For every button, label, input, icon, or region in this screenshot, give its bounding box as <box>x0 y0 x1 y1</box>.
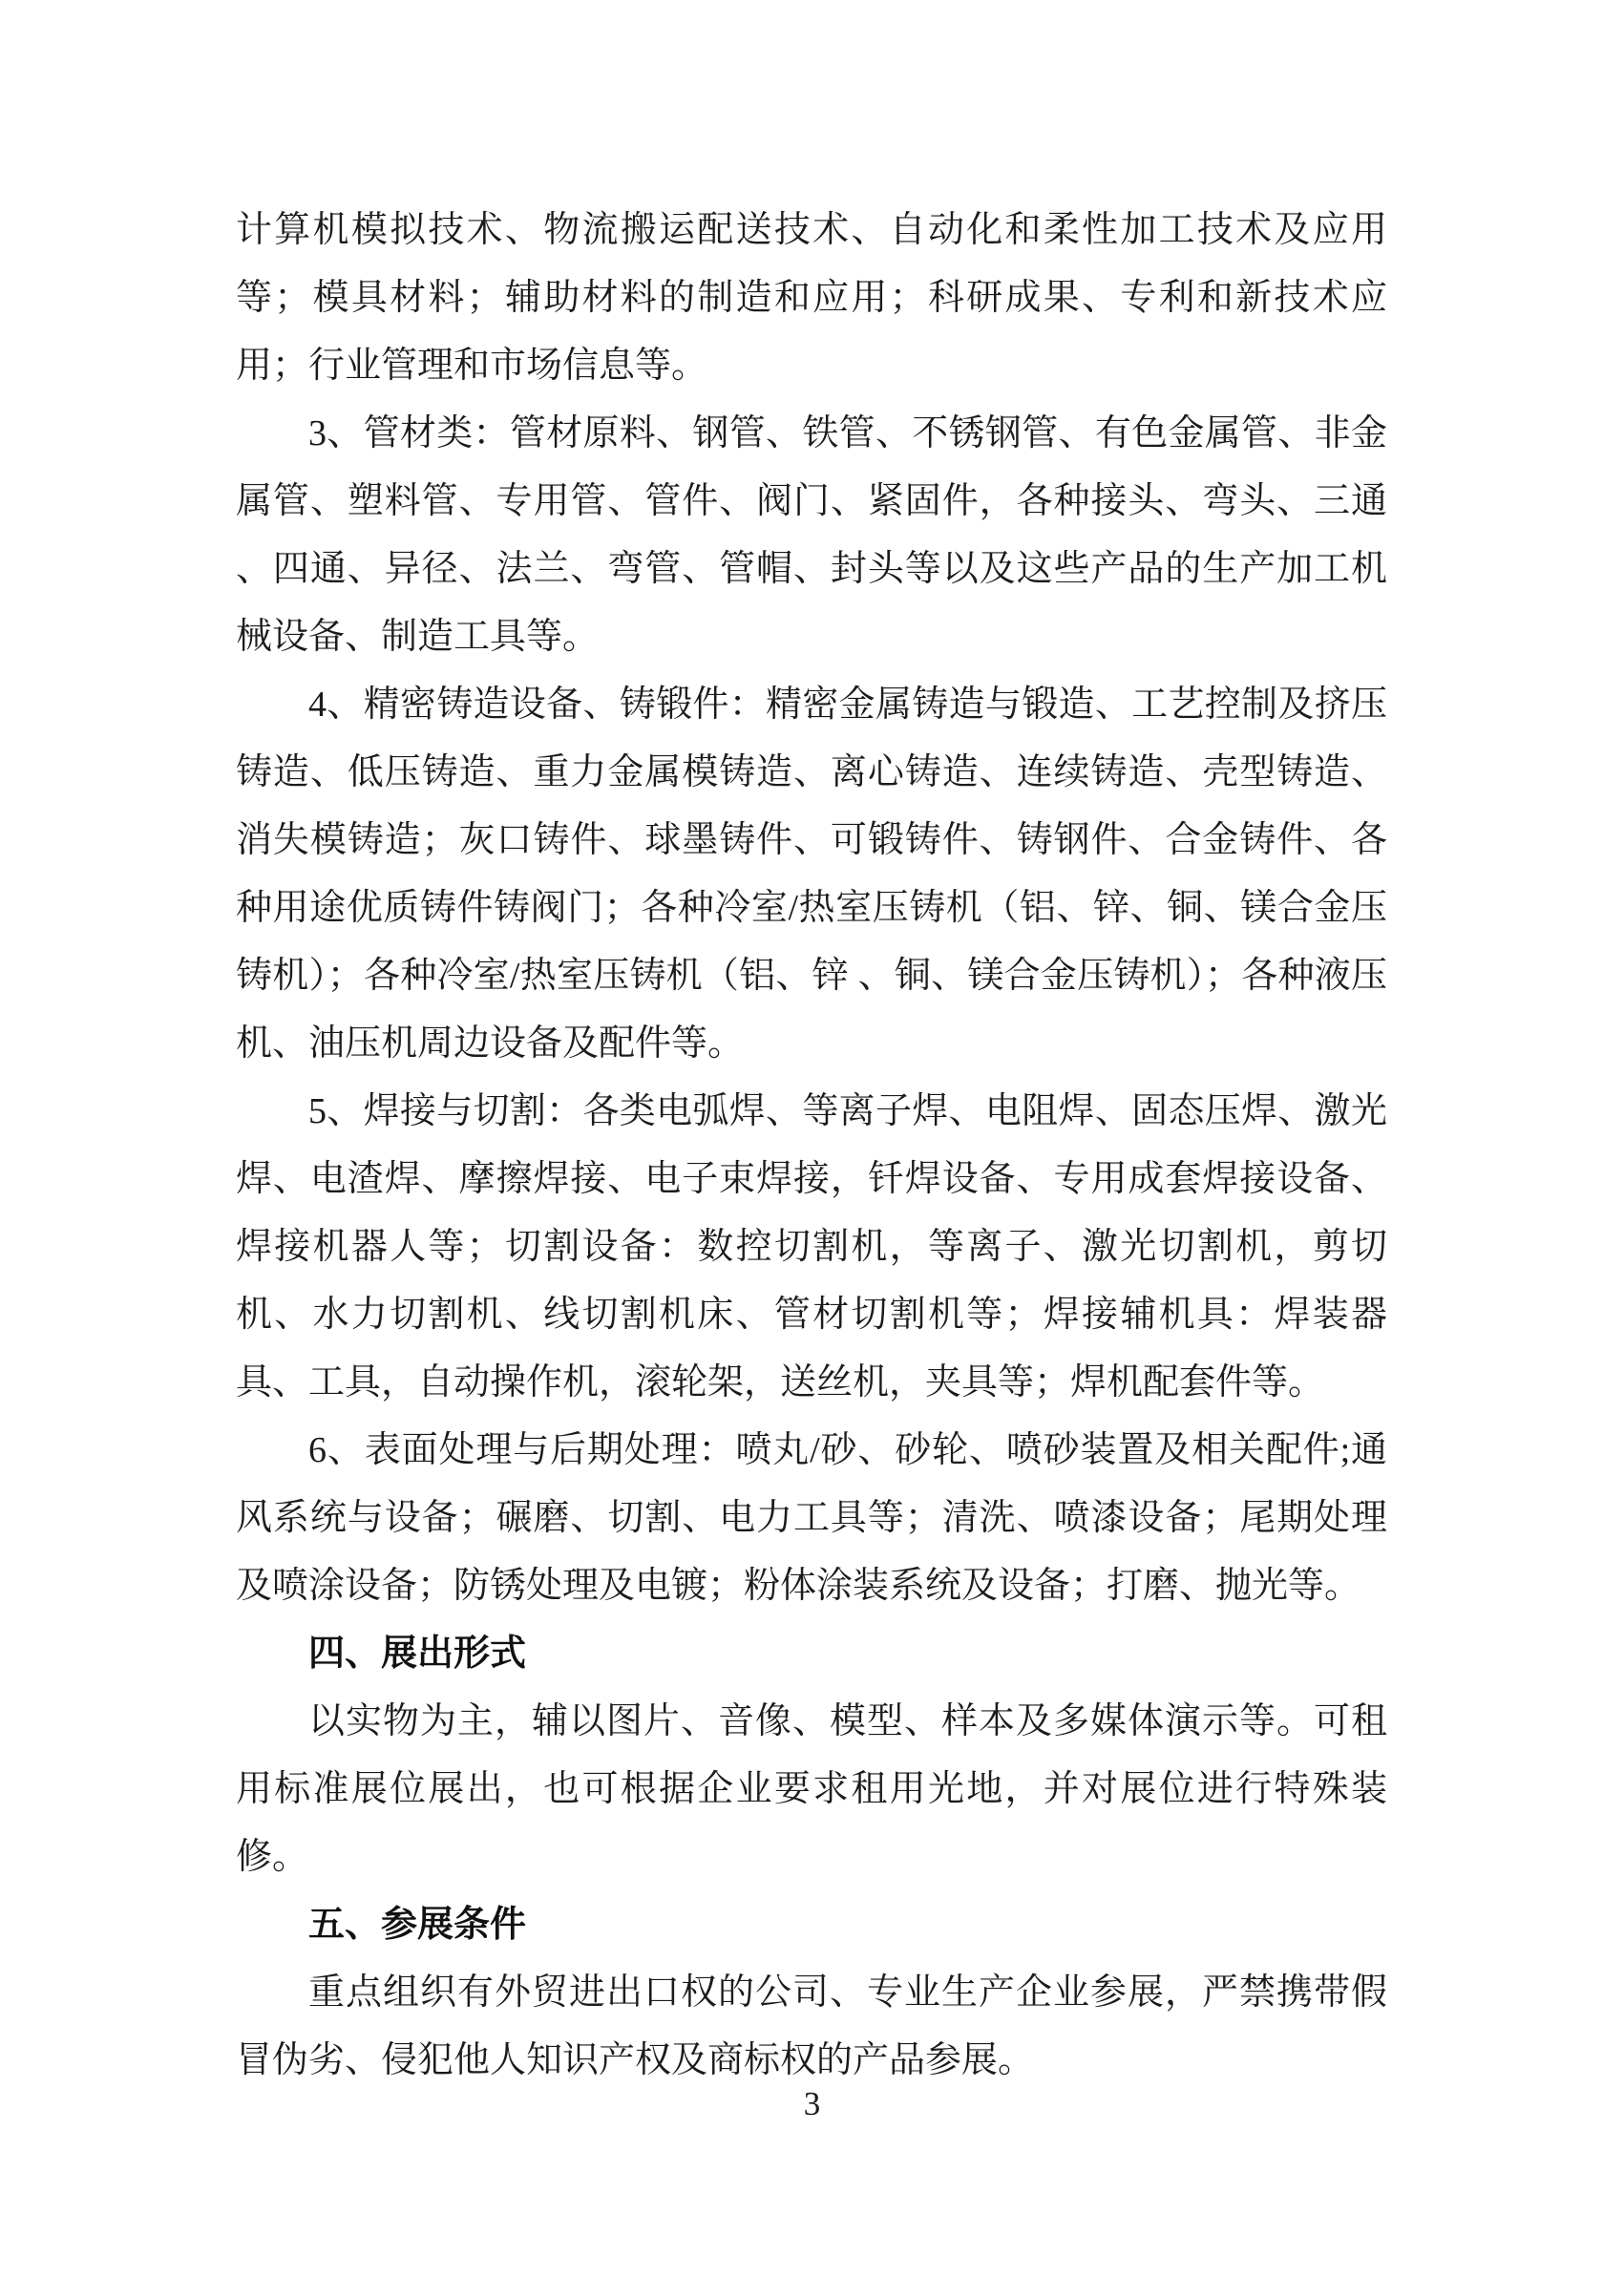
section-heading: 四、展出形式 <box>308 1634 527 1674</box>
paragraph: 5、焊接与切割：各类电弧焊、等离子焊、电阻焊、固态压焊、激光焊、电渣焊、摩擦焊接、电子束焊接，钎焊设备、专用成套焊接设备、焊接机器人等；切割设备：数控切割机，等离子、激光切割机，剪切机、水力切割机、线切割机床、管材切割机等；焊接辅机具：焊装器具、工具，自动操作机，滚轮架，送丝机，夹具等；焊机配套件等。 <box>236 1091 1387 1403</box>
page-body <box>236 197 1387 2095</box>
paragraph: 重点组织有外贸进出口权的公司、专业生产企业参展，严禁携带假冒伪劣、侵犯他人知识产权及商标权的产品参展。 <box>236 1972 1387 2080</box>
section-heading: 五、参展条件 <box>308 1905 527 1945</box>
page-number: 3 <box>803 2085 821 2122</box>
paragraph: 以实物为主，辅以图片、音像、模型、样本及多媒体演示等。可租用标准展位展出，也可根据企业要求租用光地，并对展位进行特殊装修。 <box>236 1701 1387 1877</box>
paragraph: 6、表面处理与后期处理：喷丸/砂、砂轮、喷砂装置及相关配件;通风系统与设备；碾磨、切割、电力工具等；清洗、喷漆设备；尾期处理及喷涂设备；防锈处理及电镀；粉体涂装系统及设备；打磨、抛光等。 <box>236 1430 1387 1606</box>
paragraph: 计算机模拟技术、物流搬运配送技术、自动化和柔性加工技术及应用等；模具材料；辅助材料的制造和应用；科研成果、专利和新技术应用；行业管理和市场信息等。 <box>236 210 1387 386</box>
paragraph: 4、精密铸造设备、铸锻件：精密金属铸造与锻造、工艺控制及挤压铸造、低压铸造、重力金属模铸造、离心铸造、连续铸造、壳型铸造、消失模铸造；灰口铸件、球墨铸件、可锻铸件、铸钢件、合金铸件、各种用途优质铸件铸阀门；各种冷室/热室压铸机（铝、锌、铜、镁合金压铸机）；各种冷室/热室压铸机（铝、锌 、铜、镁合金压铸机）；各种液压机、油压机周边设备及配件等。 <box>236 685 1387 1064</box>
paragraph: 3、管材类：管材原料、钢管、铁管、不锈钢管、有色金属管、非金属管、塑料管、专用管、管件、阀门、紧固件，各种接头、弯头、三通 、四通、异径、法兰、弯管、管帽、封头等以及这些产品的生产加工机械设备、制造工具等。 <box>236 413 1387 657</box>
